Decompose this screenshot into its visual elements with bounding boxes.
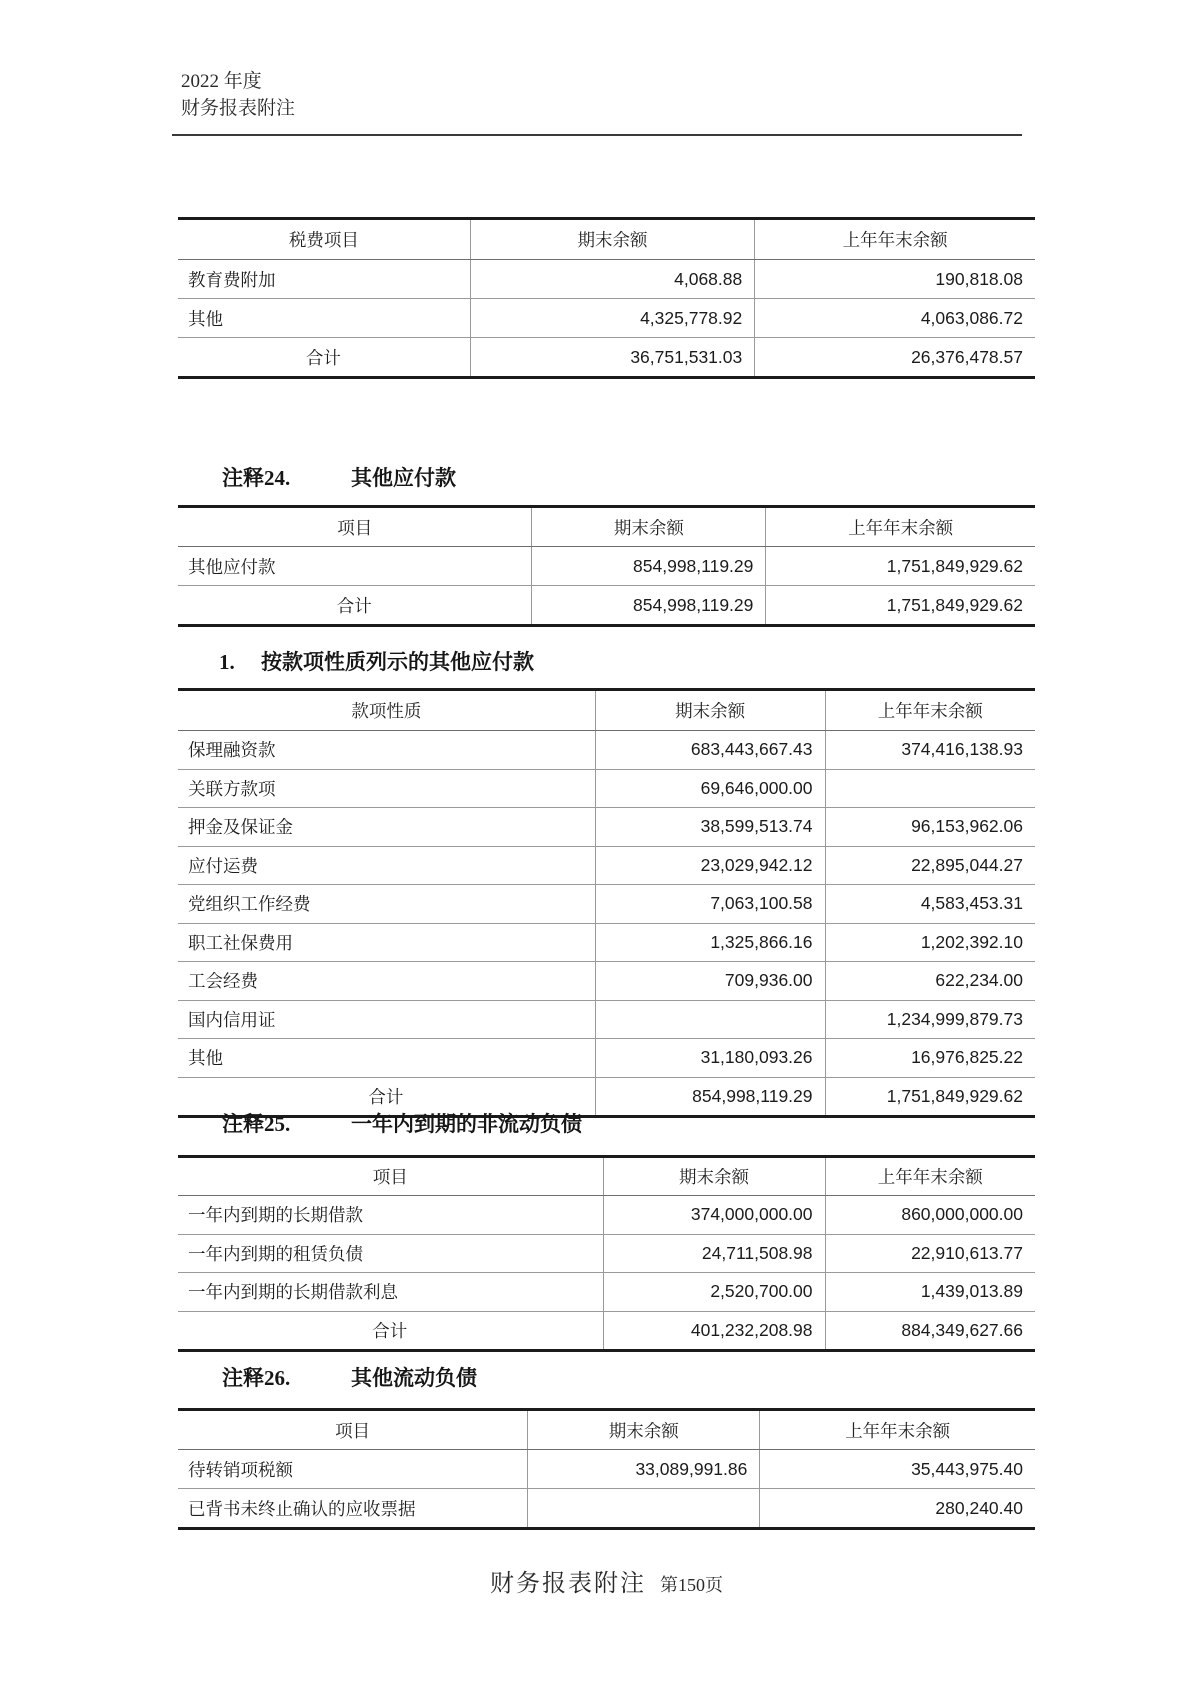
table-row xyxy=(178,846,1035,885)
current-balance: 24,711,508.98 xyxy=(603,1234,825,1273)
current-balance: 4,325,778.92 xyxy=(470,299,755,338)
table-row xyxy=(178,260,1035,299)
current-balance: 4,068.88 xyxy=(470,260,755,299)
prior-balance: 280,240.40 xyxy=(760,1489,1035,1529)
prior-balance: 860,000,000.00 xyxy=(825,1196,1035,1235)
prior-balance: 622,234.00 xyxy=(825,962,1035,1001)
row-label: 待转销项税额 xyxy=(178,1450,528,1489)
total-row xyxy=(178,586,1035,626)
table-header-row xyxy=(178,219,1035,260)
other-payables-by-nature-table xyxy=(178,688,1035,1118)
current-balance: 709,936.00 xyxy=(595,962,825,1001)
row-label: 一年内到期的长期借款利息 xyxy=(178,1273,603,1312)
note-title: 其他流动负债 xyxy=(351,1366,477,1390)
table-row xyxy=(178,1196,1035,1235)
prior-balance: 4,063,086.72 xyxy=(755,299,1035,338)
column-header: 项目 xyxy=(178,1157,603,1196)
table-row xyxy=(178,808,1035,847)
current-balance xyxy=(595,1000,825,1039)
column-header: 期末余额 xyxy=(532,507,766,547)
column-header: 上年年末余额 xyxy=(755,219,1035,260)
table-header-row xyxy=(178,690,1035,731)
current-balance: 69,646,000.00 xyxy=(595,769,825,808)
column-header: 税费项目 xyxy=(178,219,470,260)
tax-items-table xyxy=(178,217,1035,379)
footer-page-number: 第150页 xyxy=(660,1575,723,1595)
column-header: 款项性质 xyxy=(178,690,595,731)
row-label: 关联方款项 xyxy=(178,769,595,808)
table-row xyxy=(178,299,1035,338)
current-balance: 23,029,942.12 xyxy=(595,846,825,885)
total-row xyxy=(178,338,1035,378)
prior-balance: 1,202,392.10 xyxy=(825,923,1035,962)
row-label: 保理融资款 xyxy=(178,731,595,770)
prior-balance: 22,910,613.77 xyxy=(825,1234,1035,1273)
table-row xyxy=(178,923,1035,962)
row-label: 其他 xyxy=(178,1039,595,1078)
note-number: 注释24. xyxy=(222,466,291,490)
page-header xyxy=(181,68,295,122)
header-year-line: 2022 年度 xyxy=(181,71,262,92)
page-footer xyxy=(178,1563,1035,1598)
current-balance: 38,599,513.74 xyxy=(595,808,825,847)
table-row xyxy=(178,1039,1035,1078)
prior-balance: 1,439,013.89 xyxy=(825,1273,1035,1312)
prior-balance: 884,349,627.66 xyxy=(825,1311,1035,1351)
table-row xyxy=(178,962,1035,1001)
subsection-1-heading xyxy=(219,646,534,676)
current-balance: 401,232,208.98 xyxy=(603,1311,825,1351)
row-label: 合计 xyxy=(368,1086,404,1107)
subsection-number: 1. xyxy=(219,650,235,674)
note-number: 注释25. xyxy=(222,1112,291,1136)
row-label: 押金及保证金 xyxy=(178,808,595,847)
row-label: 合计 xyxy=(336,595,372,616)
current-balance: 683,443,667.43 xyxy=(595,731,825,770)
note-25-heading xyxy=(222,1108,582,1138)
column-header: 上年年末余额 xyxy=(825,1157,1035,1196)
current-balance: 854,998,119.29 xyxy=(532,547,766,586)
note-number: 注释26. xyxy=(222,1366,291,1390)
current-balance: 374,000,000.00 xyxy=(603,1196,825,1235)
table-header-row xyxy=(178,507,1035,547)
row-label: 合计 xyxy=(305,347,341,368)
prior-balance: 1,751,849,929.62 xyxy=(766,586,1035,626)
header-doc-line: 财务报表附注 xyxy=(181,98,296,119)
current-balance: 854,998,119.29 xyxy=(595,1077,825,1117)
row-label: 已背书未终止确认的应收票据 xyxy=(188,1498,416,1519)
column-header: 上年年末余额 xyxy=(760,1410,1035,1450)
prior-balance: 16,976,825.22 xyxy=(825,1039,1035,1078)
row-label: 一年内到期的租赁负债 xyxy=(178,1234,603,1273)
table-header-row xyxy=(178,1157,1035,1196)
current-balance: 31,180,093.26 xyxy=(595,1039,825,1078)
current-balance: 33,089,991.86 xyxy=(528,1450,760,1489)
column-header: 项目 xyxy=(178,1410,528,1450)
prior-balance: 26,376,478.57 xyxy=(755,338,1035,378)
row-label: 其他 xyxy=(178,299,470,338)
header-rule xyxy=(172,134,1022,136)
prior-balance xyxy=(825,769,1035,808)
prior-balance: 4,583,453.31 xyxy=(825,885,1035,924)
table-row xyxy=(178,769,1035,808)
total-row xyxy=(178,1311,1035,1351)
table-row xyxy=(178,1450,1035,1489)
prior-balance: 1,751,849,929.62 xyxy=(825,1077,1035,1117)
row-label: 党组织工作经费 xyxy=(178,885,595,924)
column-header: 期末余额 xyxy=(603,1157,825,1196)
current-balance xyxy=(528,1489,760,1529)
note-24-heading xyxy=(222,462,456,492)
current-balance: 7,063,100.58 xyxy=(595,885,825,924)
column-header: 项目 xyxy=(178,507,532,547)
prior-balance: 374,416,138.93 xyxy=(825,731,1035,770)
current-balance: 2,520,700.00 xyxy=(603,1273,825,1312)
row-label: 职工社保费用 xyxy=(178,923,595,962)
row-label: 国内信用证 xyxy=(178,1000,595,1039)
row-label: 工会经费 xyxy=(178,962,595,1001)
prior-balance: 190,818.08 xyxy=(755,260,1035,299)
other-payables-summary-table xyxy=(178,505,1035,627)
prior-balance: 96,153,962.06 xyxy=(825,808,1035,847)
prior-balance: 1,234,999,879.73 xyxy=(825,1000,1035,1039)
current-balance: 854,998,119.29 xyxy=(532,586,766,626)
row-label: 一年内到期的长期借款 xyxy=(178,1196,603,1235)
table-row xyxy=(178,1000,1035,1039)
subsection-title: 按款项性质列示的其他应付款 xyxy=(261,650,534,674)
table-row xyxy=(178,885,1035,924)
current-balance: 36,751,531.03 xyxy=(470,338,755,378)
row-label: 教育费附加 xyxy=(178,260,470,299)
prior-balance: 22,895,044.27 xyxy=(825,846,1035,885)
row-label: 合计 xyxy=(372,1320,408,1341)
column-header: 期末余额 xyxy=(470,219,755,260)
note-title: 一年内到期的非流动负债 xyxy=(351,1112,582,1136)
table-header-row xyxy=(178,1410,1035,1450)
table-row xyxy=(178,1489,1035,1529)
row-label: 其他应付款 xyxy=(178,547,532,586)
row-label: 应付运费 xyxy=(178,846,595,885)
note-26-heading xyxy=(222,1362,477,1392)
note-title: 其他应付款 xyxy=(351,466,456,490)
column-header: 期末余额 xyxy=(595,690,825,731)
table-row xyxy=(178,731,1035,770)
table-row xyxy=(178,547,1035,586)
column-header: 上年年末余额 xyxy=(825,690,1035,731)
prior-balance: 1,751,849,929.62 xyxy=(766,547,1035,586)
prior-balance: 35,443,975.40 xyxy=(760,1450,1035,1489)
current-balance: 1,325,866.16 xyxy=(595,923,825,962)
footer-doc-title: 财务报表附注 xyxy=(490,1571,646,1597)
table-row xyxy=(178,1273,1035,1312)
other-current-liabilities-table xyxy=(178,1408,1035,1530)
table-row xyxy=(178,1234,1035,1273)
column-header: 上年年末余额 xyxy=(766,507,1035,547)
liabilities-due-within-one-year-table xyxy=(178,1155,1035,1352)
column-header: 期末余额 xyxy=(528,1410,760,1450)
